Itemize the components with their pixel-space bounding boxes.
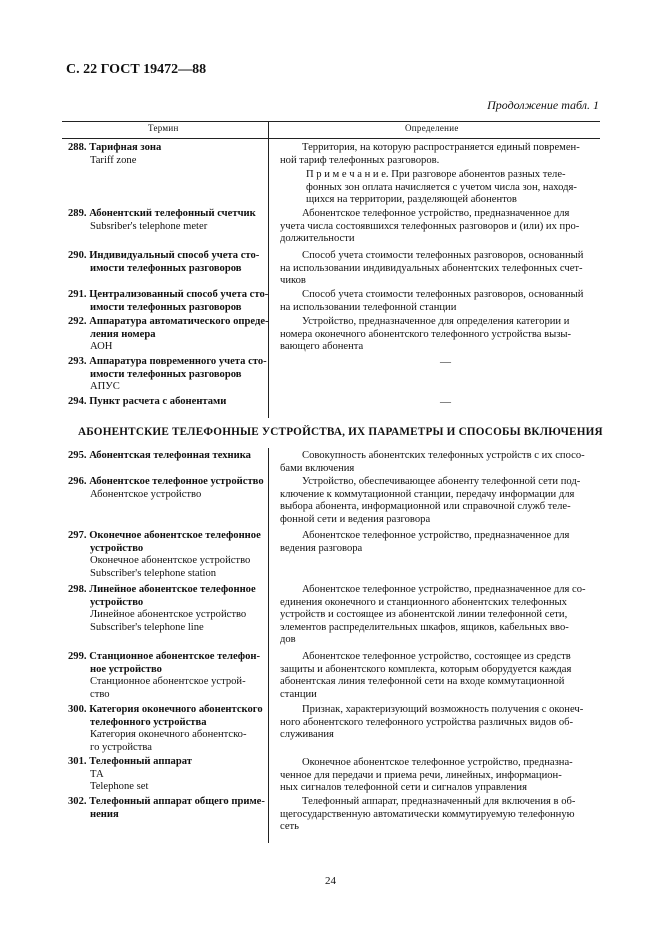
term-288: 288. Тарифная зона Tariff zone bbox=[68, 142, 162, 166]
column-divider-upper bbox=[268, 121, 269, 418]
definition-292: Устройство, предназначенное для определения категории и номера оконечного абонентского телефонного устройства вызы- вающего абонента bbox=[280, 316, 572, 353]
definition-295: Совокупность абонентских телефонных устройств с их спосо- бами включения bbox=[280, 450, 585, 474]
term-291: 291. Централизованный способ учета сто- имости телефонных разговоров bbox=[68, 289, 269, 313]
definition-293-dash: — bbox=[440, 356, 451, 368]
term-301: 301. Телефонный аппарат ТА Telephone set bbox=[68, 756, 192, 793]
definition-296: Устройство, обеспечивающее абоненту телефонной сети под- ключение к коммутационной станции, передачу информации для выбора абонента, информационной или справочной служб теле- фонной сети и ведения разговора bbox=[280, 476, 581, 525]
definition-299: Абонентское телефонное устройство, состоящее из средств защиты и абонентского комплекта, которым оборудуется каждая абонентская линия телефонной сети на входе коммутационной станции bbox=[280, 651, 572, 700]
definition-289: Абонентское телефонное устройство, предназначенное для учета числа состоявшихся телефонных разговоров и (или) их про- должительности bbox=[280, 208, 580, 245]
definition-290: Способ учета стоимости телефонных разговоров, основанный на использовании индивидуальных абонентских телефонных счет- чиков bbox=[280, 250, 584, 287]
term-299: 299. Станционное абонентское телефон- ное устройство Станционное абонентское устрой- ство bbox=[68, 651, 261, 700]
page-number: 24 bbox=[325, 875, 336, 887]
column-divider-lower bbox=[268, 448, 269, 843]
term-295: 295. Абонентская телефонная техника bbox=[68, 450, 251, 461]
term-300: 300. Категория оконечного абонентского телефонного устройства Категория оконечного абонентско- го устройства bbox=[68, 704, 263, 753]
section-title: АБОНЕНТСКИЕ ТЕЛЕФОННЫЕ УСТРОЙСТВА, ИХ ПАРАМЕТРЫ И СПОСОБЫ ВКЛЮЧЕНИЯ bbox=[78, 426, 603, 438]
definition-294-dash: — bbox=[440, 396, 451, 408]
page-title: С. 22 ГОСТ 19472—88 bbox=[66, 62, 207, 77]
term-298: 298. Линейное абонентское телефонное устройство Линейное абонентское устройство Subscriber's telephone line bbox=[68, 584, 256, 633]
term-292: 292. Аппаратура автоматического опреде- ления номера АОН bbox=[68, 316, 269, 353]
definition-298: Абонентское телефонное устройство, предназначенное для со- единения оконечного и станционного абонентских телефонных устройств и состоящее из абонентской линии телефонной сети, элементов распределительных шкафов, ящиков, кабельных вво- дов bbox=[280, 584, 586, 646]
definition-288: Территория, на которую распространяется единый повремен- ной тариф телефонных разговоров. П р и м е ч а н и е. При разговоре абонентов разных теле- фонных зон оплата начисляется с учетом числа зон, находя- щихся на территории, разделяющей абонентов bbox=[280, 142, 600, 207]
definition-302: Телефонный аппарат, предназначенный для включения в об- щегосударственную автоматически коммутируемую телефонную сеть bbox=[280, 796, 576, 833]
table-top-rule bbox=[62, 121, 600, 122]
term-302: 302. Телефонный аппарат общего приме- нения bbox=[68, 796, 265, 820]
column-header-term: Термин bbox=[148, 123, 179, 133]
term-290: 290. Индивидуальный способ учета сто- имости телефонных разговоров bbox=[68, 250, 260, 274]
term-294: 294. Пункт расчета с абонентами bbox=[68, 396, 227, 407]
note-288: П р и м е ч а н и е. При разговоре абонентов разных теле- bbox=[306, 169, 566, 181]
table-continuation-label: Продолжение табл. 1 bbox=[487, 98, 599, 112]
definition-291: Способ учета стоимости телефонных разговоров, основанный на использовании телефонной станции bbox=[280, 289, 584, 313]
column-header-definition: Определение bbox=[405, 123, 459, 133]
table-header-rule bbox=[62, 138, 600, 139]
definition-297: Абонентское телефонное устройство, предназначенное для ведения разговора bbox=[280, 530, 570, 554]
term-296: 296. Абонентское телефонное устройство Абонентское устройство bbox=[68, 476, 264, 500]
definition-300: Признак, характеризующий возможность получения с оконеч- ного абонентского телефонного устройства различных видов об- служивания bbox=[280, 704, 584, 741]
term-289: 289. Абонентский телефонный счетчик Subsriber's telephone meter bbox=[68, 208, 256, 232]
term-293: 293. Аппаратура повременного учета сто- имости телефонных разговоров АПУС bbox=[68, 356, 267, 393]
term-297: 297. Оконечное абонентское телефонное устройство Оконечное абонентское устройство Subscriber's telephone station bbox=[68, 530, 261, 579]
definition-301: Оконечное абонентское телефонное устройство, предназна- ченное для передачи и приема речи, линейных, информацион- ных сигналов телефонной сети и сигналов управления bbox=[280, 757, 573, 794]
